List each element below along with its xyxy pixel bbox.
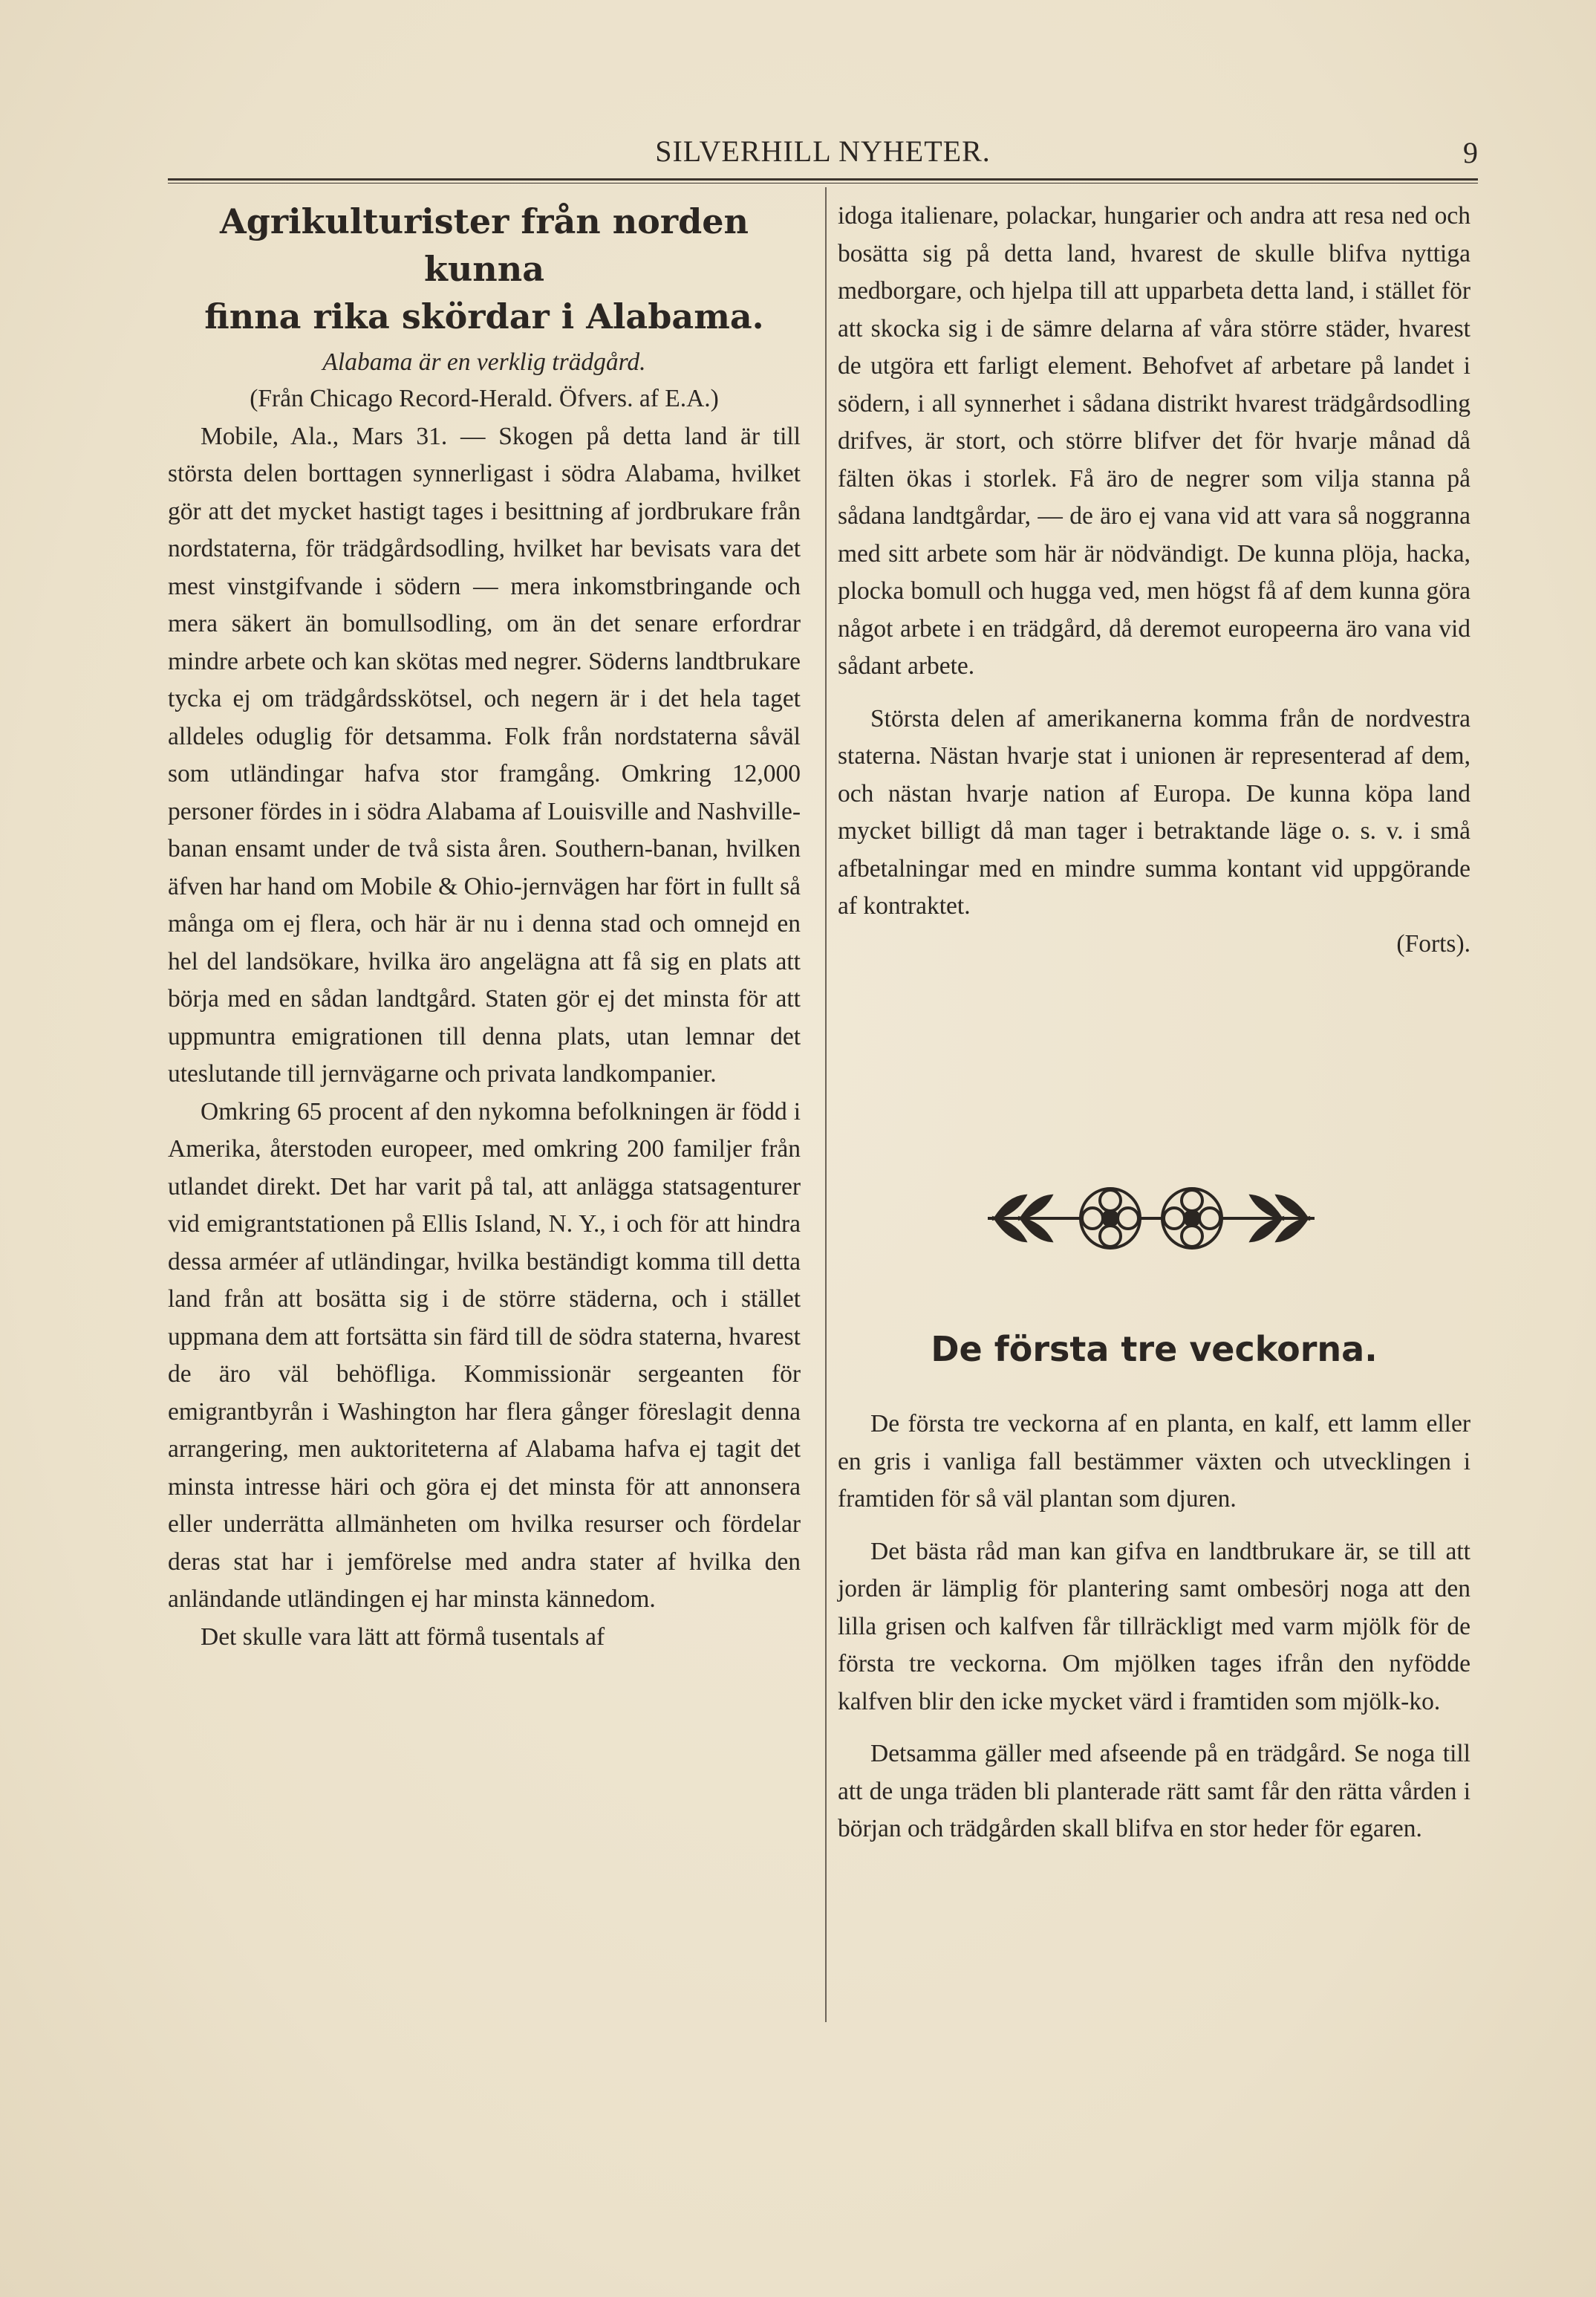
article-headline (168, 198, 801, 340)
article-paragraph: Omkring 65 procent af den nykomna befolkningen är född i Amerika, återstoden europeer, med omkring 200 familjer från utlandet direkt. Det har varit på tal, att anlägga statsagenturer vid emigrantstationen på Ellis Island, N. Y., i och för att hindra dessa arméer af utländingar, hvilka beständigt komma till detta land från att bosätta sig i de större städerna, och i stället uppmana dem att fortsätta sin färd till de södra staterna, hvarest de äro väl behöfliga. Kommissionär sergeanten för emigrantbyrån i Washington har flera gånger föreslagit denna arrangering, men auktoriteterna af Alabama hafva ej tagit det minsta intresse häri och göra ej det minsta för att annonsera eller underrätta allmänheten om hvilka resurser och fördelar deras stat har i jemförelse med andra stater af hvilka den anländande utländingen ej har minsta kännedom. (168, 1097, 801, 1613)
headline-line-2: finna rika skördar i Alabama. (204, 296, 764, 337)
article-paragraph-continued: idoga italienare, polackar, hungarier och andra att resa ned och bosätta sig på detta land, hvarest de skulle blifva nyttiga medborgare, och hjelpa till att upparbeta detta land, i stället för att skocka sig i de sämre delarna af våra större städer, hvarest de utgöra ett farligt element. Behofvet af arbetare på landet i södern, i all synnerhet i sådana distrikt hvarest trädgårdsodling drifves, är stort, och större blifver det för hvarje månad då fälten ökas i storlek. Få äro de negrer som vilja stanna på sådana landtgårdar, — de äro ej vana vid att vara så noggranna med sitt arbete som här är nödvändigt. De kunna plöja, hacka, plocka bomull och hugga ved, men högst få af dem kunna göra något arbete i en trädgård, då deremot europeerna äro vana vid sådant arbete. (838, 202, 1470, 680)
header-rule (168, 178, 1478, 183)
article-headline: De första tre veckorna. (931, 1329, 1378, 1369)
right-column (838, 198, 1470, 963)
headline-line-1: Agrikulturister från norden kunna (220, 201, 749, 289)
article-source: (Från Chicago Record-Herald. Öfvers. af E.A.) (250, 385, 719, 412)
article-paragraph: Största delen af amerikanerna komma från de nordvestra staterna. Nästan hvarje stat i unionen är representerad af dem, och nästan hvarje nation af Europa. De kunna köpa land mycket billigt då man tager i betraktande läge o. s. v. i små afbetalningar med en mindre summa kontant vid uppgörande af kontraktet. (838, 704, 1470, 920)
article-subhead: Alabama är en verklig trädgård. (322, 348, 646, 376)
article-paragraph: Detsamma gäller med afseende på en trädgård. Se noga till att de unga träden bli planterade rätt samt får den rätta vården i början och trädgården skall blifva en stor heder för egaren. (838, 1740, 1470, 1842)
newspaper-title: SILVERHILL NYHETER. (655, 134, 991, 168)
article-paragraph: Mobile, Ala., Mars 31. — Skogen på detta land är till största delen borttagen synnerligast i södra Alabama, hvilket gör att det mycket hastigt tages i besittning af jordbrukare från nordstaterna, för trädgårdsodling, hvilket har bevisats vara det mest vinstgifvande i södern — mera inkomstbringande och mera säkert än bomullsodling, om än det senare erfordrar mindre arbete och kan skötas med negrer. Söderns landtbrukare tycka ej om trädgårdsskötsel, och negern är i det hela taget alldeles oduglig för detsamma. Folk från nordstaterna såväl som utländingar hafva stor framgång. Omkring 12,000 personer fördes in i södra Alabama af Louisville and Nashville-banan ensamt under de två sista åren. Southern-banan, hvilken äfven har hand om Mobile & Ohio-jernvägen har fört in fullt så många om ej flera, och här är nu i denna stad och omnejd en hel del landsökare, hvilka äro angelägna att få sig en plats att börja med en sådan landtgård. Staten gör ej det minsta för att uppmuntra emigrationen till denna plats, utan lemnar det uteslutande till jernvägarne och privata landkompanier. (168, 422, 801, 1088)
article-paragraph: De första tre veckorna af en planta, en kalf, ett lamm eller en gris i vanliga fall bestämmer växten och utvecklingen i framtiden för så väl plantan som djuren. (838, 1410, 1470, 1513)
article-paragraph: Det bästa råd man kan gifva en landtbrukare är, se till att jorden är lämplig för plantering samt ombesörj noga att den lilla grisen och kalfven får tillräckligt med varm mjölk för de första tre veckorna. Om mjölken tages ifrån den nyfödde kalfven blir den icke mycket värd i framtiden som mjölk-ko. (838, 1537, 1470, 1715)
left-column (168, 198, 801, 1656)
article-paragraph: Det skulle vara lätt att förmå tusentals af (201, 1622, 605, 1651)
right-column-lower (838, 1406, 1470, 1848)
floral-ornament-icon (980, 1181, 1322, 1255)
page-header (168, 132, 1478, 177)
column-divider (825, 187, 827, 2022)
continued-marker: (Forts). (1396, 929, 1470, 958)
page-number: 9 (1463, 136, 1478, 169)
